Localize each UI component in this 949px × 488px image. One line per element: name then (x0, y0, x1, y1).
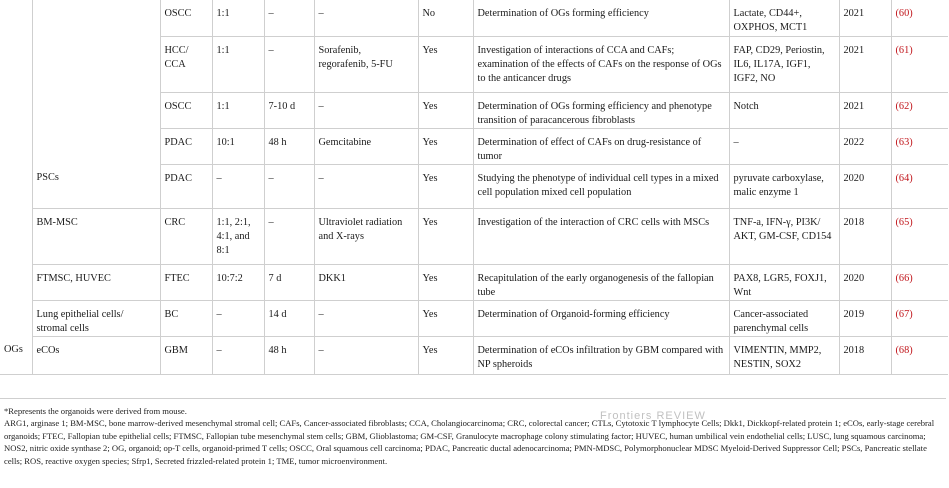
ref-cell: (67) (891, 300, 948, 336)
group-cell (0, 0, 32, 36)
ratio-cell: – (212, 164, 264, 208)
group-cell (0, 300, 32, 336)
year-cell: 2021 (839, 0, 891, 36)
purpose-cell: Determination of eCOs infiltration by GBM compared with NP spheroids (473, 336, 729, 374)
cell-type-cell: PSCs (32, 164, 160, 208)
tissue-cell: OSCC (160, 92, 212, 128)
ratio-cell: 1:1 (212, 36, 264, 92)
ratio-cell: 1:1 (212, 92, 264, 128)
group-cell (0, 128, 32, 164)
purpose-cell: Studying the phenotype of individual cell types in a mixed cell population mixed cell population (473, 164, 729, 208)
ratio-cell: – (212, 300, 264, 336)
tissue-cell: CRC (160, 208, 212, 264)
time-cell: – (264, 208, 314, 264)
year-cell: 2019 (839, 300, 891, 336)
ratio-cell: 1:1 (212, 0, 264, 36)
table-row (0, 208, 948, 264)
ratio-cell: 10:1 (212, 128, 264, 164)
group-cell (0, 208, 32, 264)
group-cell (0, 264, 32, 300)
purpose-cell: Investigation of the interaction of CRC cells with MSCs (473, 208, 729, 264)
markers-cell: pyruvate carboxylase, malic enzyme 1 (729, 164, 839, 208)
cell-type-cell (32, 0, 160, 36)
year-cell: 2022 (839, 128, 891, 164)
drug-cell: – (314, 0, 418, 36)
markers-cell: Lactate, CD44+, OXPHOS, MCT1 (729, 0, 839, 36)
purpose-cell: Investigation of interactions of CCA and CAFs; examination of the effects of CAFs on the response of OGs to the anticancer drugs (473, 36, 729, 92)
cell-type-cell (32, 36, 160, 92)
time-cell: 48 h (264, 336, 314, 374)
ref-cell: (66) (891, 264, 948, 300)
time-cell: 7 d (264, 264, 314, 300)
sub-cell: Yes (418, 264, 473, 300)
footnote-abbreviations: ARG1, arginase 1; BM-MSC, bone marrow-derived mesenchymal stromal cell; CAFs, Cancer-associated fibroblasts; CCA, Cholangiocarcinoma; CRC, colorectal cancer; CTLs, Cytotoxic T lymphocyte Cells; Dkk1, Dickkopf-related protein 1; eCOs, early-stage cerebral organoids; FTEC, Fallopian tube epithelial cells; FTMSC, Fallopian tube mesenchymal stem cells; GBM, Glioblastoma; GM-CSF, Granulocyte macrophage colony stimulating factor; HUVEC, human umbilical vein endothelial cells; LUSC, lung squamous carcinoma; NOS2, nitric oxide synthase 2; OG, organoid; op-T cells, organoid-primed T cells; OSCC, Oral squamous cell carcinoma; PDAC, Pancreatic ductal adenocarcinoma; PMN-MDSC, Polymorphonuclear MDSC Myeloid-Derived Suppressor Cell; PSCs, Pancreatic stellate cells; ROS, reactive oxygen species; Sfrp1, Secreted frizzled-related protein 1; TME, tumor microenvironment. (4, 418, 935, 466)
group-cell: OGs (0, 336, 32, 374)
drug-cell: DKK1 (314, 264, 418, 300)
ref-cell: (62) (891, 92, 948, 128)
tissue-cell: HCC/ CCA (160, 36, 212, 92)
time-cell: – (264, 36, 314, 92)
markers-cell: Cancer-associated parenchymal cells (729, 300, 839, 336)
ratio-cell: – (212, 336, 264, 374)
ref-cell: (60) (891, 0, 948, 36)
sub-cell: Yes (418, 208, 473, 264)
ref-cell: (64) (891, 164, 948, 208)
table-row (0, 128, 948, 164)
table-row (0, 336, 948, 374)
year-cell: 2020 (839, 264, 891, 300)
time-cell: – (264, 0, 314, 36)
footnote-mouse-note: *Represents the organoids were derived from mouse. (4, 406, 187, 416)
cell-type-cell: Lung epithelial cells/ stromal cells (32, 300, 160, 336)
markers-cell: VIMENTIN, MMP2, NESTIN, SOX2 (729, 336, 839, 374)
ref-cell: (61) (891, 36, 948, 92)
sub-cell: Yes (418, 300, 473, 336)
year-cell: 2018 (839, 208, 891, 264)
cell-type-cell: BM-MSC (32, 208, 160, 264)
purpose-cell: Determination of Organoid-forming efficiency (473, 300, 729, 336)
year-cell: 2021 (839, 92, 891, 128)
purpose-cell: Recapitulation of the early organogenesis of the fallopian tube (473, 264, 729, 300)
purpose-cell: Determination of OGs forming efficiency (473, 0, 729, 36)
drug-cell: – (314, 92, 418, 128)
sub-cell: Yes (418, 336, 473, 374)
time-cell: 48 h (264, 128, 314, 164)
markers-cell: – (729, 128, 839, 164)
tissue-cell: PDAC (160, 128, 212, 164)
sub-cell: No (418, 0, 473, 36)
ref-cell: (63) (891, 128, 948, 164)
tissue-cell: FTEC (160, 264, 212, 300)
sub-cell: Yes (418, 92, 473, 128)
year-cell: 2021 (839, 36, 891, 92)
markers-cell: TNF-a, IFN-γ, PI3K/ AKT, GM-CSF, CD154 (729, 208, 839, 264)
table-row (0, 36, 948, 92)
table-footnote (0, 398, 946, 467)
tissue-cell: BC (160, 300, 212, 336)
drug-cell: Sorafenib, regorafenib, 5-FU (314, 36, 418, 92)
table-row (0, 164, 948, 208)
time-cell: – (264, 164, 314, 208)
cell-type-cell: FTMSC, HUVEC (32, 264, 160, 300)
time-cell: 7-10 d (264, 92, 314, 128)
table-row (0, 0, 948, 36)
group-cell (0, 92, 32, 128)
drug-cell: – (314, 336, 418, 374)
table-row (0, 300, 948, 336)
year-cell: 2020 (839, 164, 891, 208)
tissue-cell: PDAC (160, 164, 212, 208)
cell-type-cell: eCOs (32, 336, 160, 374)
sub-cell: Yes (418, 128, 473, 164)
drug-cell: – (314, 300, 418, 336)
markers-cell: PAX8, LGR5, FOXJ1, Wnt (729, 264, 839, 300)
purpose-cell: Determination of OGs forming efficiency and phenotype transition of paracancerous fibroblasts (473, 92, 729, 128)
group-cell (0, 164, 32, 208)
drug-cell: – (314, 164, 418, 208)
purpose-cell: Determination of effect of CAFs on drug-resistance of tumor (473, 128, 729, 164)
cell-type-cell (32, 128, 160, 164)
ref-cell: (65) (891, 208, 948, 264)
ratio-cell: 1:1, 2:1, 4:1, and 8:1 (212, 208, 264, 264)
year-cell: 2018 (839, 336, 891, 374)
time-cell: 14 d (264, 300, 314, 336)
markers-cell: FAP, CD29, Periostin, IL6, IL17A, IGF1, IGF2, NO (729, 36, 839, 92)
table-row (0, 264, 948, 300)
drug-cell: Ultraviolet radiation and X-rays (314, 208, 418, 264)
tissue-cell: OSCC (160, 0, 212, 36)
ref-cell: (68) (891, 336, 948, 374)
cell-type-cell (32, 92, 160, 128)
sub-cell: Yes (418, 164, 473, 208)
table-row (0, 92, 948, 128)
drug-cell: Gemcitabine (314, 128, 418, 164)
tissue-cell: GBM (160, 336, 212, 374)
markers-cell: Notch (729, 92, 839, 128)
watermark: Frontiers REVIEW (600, 410, 706, 422)
sub-cell: Yes (418, 36, 473, 92)
ratio-cell: 10:7:2 (212, 264, 264, 300)
group-cell (0, 36, 32, 92)
